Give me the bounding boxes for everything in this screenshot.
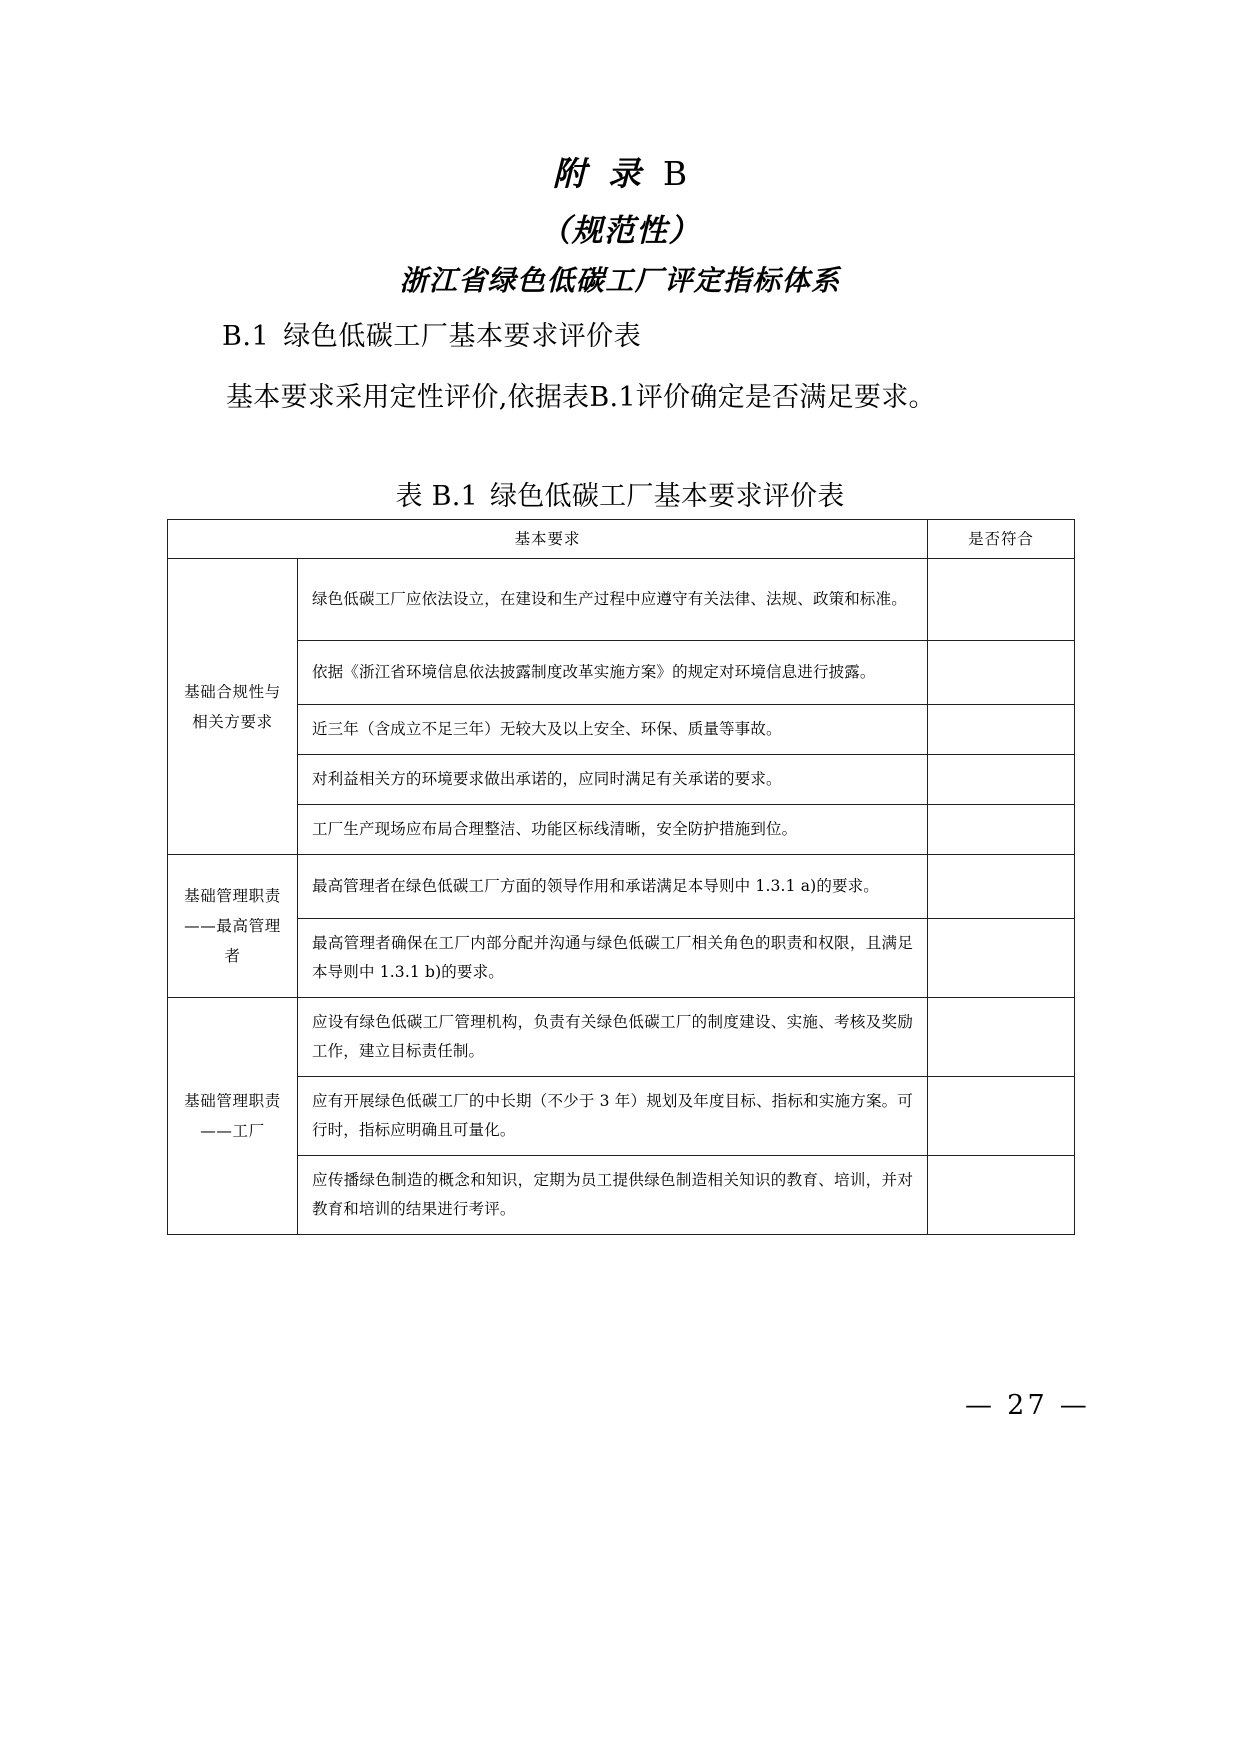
conformance-cell[interactable] bbox=[928, 1077, 1075, 1156]
section-heading-text: 绿色低碳工厂基本要求评价表 bbox=[283, 321, 642, 352]
conformance-cell[interactable] bbox=[928, 641, 1075, 705]
table-row bbox=[168, 1156, 1075, 1235]
table-row bbox=[168, 705, 1075, 755]
table-body bbox=[168, 559, 1075, 1235]
evaluation-table bbox=[167, 519, 1075, 1235]
section-paragraph: 基本要求采用定性评价,依据表B.1评价确定是否满足要求。 bbox=[226, 382, 936, 413]
table-row bbox=[168, 919, 1075, 998]
table-row bbox=[168, 805, 1075, 855]
table-head bbox=[168, 520, 1075, 559]
appendix-title: 浙江省绿色低碳工厂评定指标体系 bbox=[399, 264, 841, 297]
section-number: B.1 bbox=[222, 321, 270, 352]
requirement-cell: 最高管理者确保在工厂内部分配并沟通与绿色低碳工厂相关角色的职责和权限，且满足本导则中 1.3.1 b)的要求。 bbox=[298, 919, 928, 998]
conformance-cell[interactable] bbox=[928, 705, 1075, 755]
column-header-requirement: 基本要求 bbox=[168, 520, 928, 559]
requirement-cell: 最高管理者在绿色低碳工厂方面的领导作用和承诺满足本导则中 1.3.1 a)的要求。 bbox=[298, 855, 928, 919]
appendix-label-letter: B bbox=[662, 154, 688, 193]
table-row bbox=[168, 641, 1075, 705]
requirement-cell: 应传播绿色制造的概念和知识，定期为员工提供绿色制造相关知识的教育、培训，并对教育和培训的结果进行考评。 bbox=[298, 1156, 928, 1235]
requirement-cell: 绿色低碳工厂应依法设立，在建设和生产过程中应遵守有关法律、法规、政策和标准。 bbox=[298, 559, 928, 641]
category-cell: 基础管理职责——最高管理者 bbox=[168, 855, 298, 998]
conformance-cell[interactable] bbox=[928, 805, 1075, 855]
conformance-cell[interactable] bbox=[928, 755, 1075, 805]
requirement-cell: 依据《浙江省环境信息依法披露制度改革实施方案》的规定对环境信息进行披露。 bbox=[298, 641, 928, 705]
category-cell: 基础管理职责——工厂 bbox=[168, 998, 298, 1235]
requirement-cell: 工厂生产现场应布局合理整洁、功能区标线清晰，安全防护措施到位。 bbox=[298, 805, 928, 855]
table-row bbox=[168, 1077, 1075, 1156]
appendix-kind: （规范性） bbox=[539, 213, 701, 249]
column-header-conformance: 是否符合 bbox=[928, 520, 1075, 559]
requirement-cell: 应有开展绿色低碳工厂的中长期（不少于 3 年）规划及年度目标、指标和实施方案。可行时，指标应明确且可量化。 bbox=[298, 1077, 928, 1156]
table-caption bbox=[0, 474, 1240, 513]
requirement-cell: 对利益相关方的环境要求做出承诺的，应同时满足有关承诺的要求。 bbox=[298, 755, 928, 805]
conformance-cell[interactable] bbox=[928, 998, 1075, 1077]
table-row bbox=[168, 998, 1075, 1077]
page-number: — 27 — bbox=[965, 1390, 1090, 1421]
requirement-cell: 应设有绿色低碳工厂管理机构，负责有关绿色低碳工厂的制度建设、实施、考核及奖励工作，建立目标责任制。 bbox=[298, 998, 928, 1077]
requirement-cell: 近三年（含成立不足三年）无较大及以上安全、环保、质量等事故。 bbox=[298, 705, 928, 755]
category-cell: 基础合规性与相关方要求 bbox=[168, 559, 298, 855]
table-row bbox=[168, 755, 1075, 805]
table-row bbox=[168, 855, 1075, 919]
conformance-cell[interactable] bbox=[928, 559, 1075, 641]
conformance-cell[interactable] bbox=[928, 919, 1075, 998]
appendix-label bbox=[0, 148, 1240, 195]
appendix-label-cn: 附 录 bbox=[552, 154, 647, 193]
table-caption-prefix: 表 B.1 bbox=[395, 481, 479, 512]
conformance-cell[interactable] bbox=[928, 1156, 1075, 1235]
conformance-cell[interactable] bbox=[928, 855, 1075, 919]
table-header-row bbox=[168, 520, 1075, 559]
table-caption-title: 绿色低碳工厂基本要求评价表 bbox=[490, 481, 845, 512]
section-heading bbox=[222, 314, 641, 353]
table-row bbox=[168, 559, 1075, 641]
